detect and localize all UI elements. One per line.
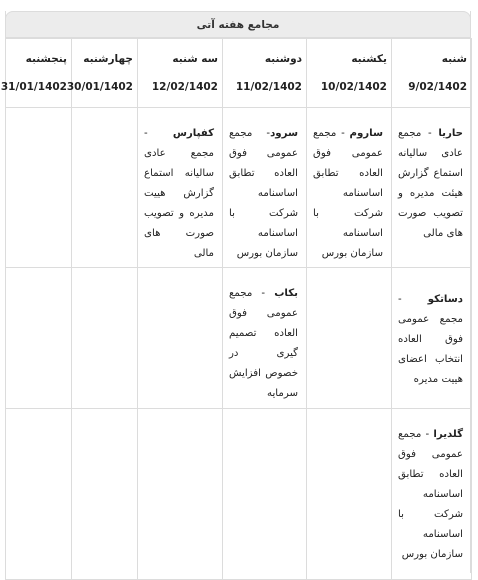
day-name: سه شنبه <box>172 53 218 65</box>
assembly-cell <box>392 108 472 268</box>
assembly-cell <box>138 108 223 268</box>
assembly-cell <box>223 409 307 580</box>
day-name: دوشنبه <box>264 53 302 65</box>
day-date: 12/02/1402 <box>151 81 218 93</box>
weekly-assemblies-panel <box>0 11 471 573</box>
day-header <box>392 39 472 108</box>
day-date: 30/01/1402 <box>66 81 133 93</box>
assembly-description: مجمع عمومی فوق العاده تطابق اساسنامه شرکت با اساسنامه سازمان بورس <box>398 429 463 560</box>
assembly-description: مجمع عمومی فوق العاده انتخاب اعضای هییت مدیره <box>398 314 463 385</box>
company-symbol[interactable]: بکاب <box>274 288 298 299</box>
company-symbol[interactable]: گلدیرا <box>433 429 463 440</box>
day-name: چهارشنبه <box>83 53 133 65</box>
assembly-cell <box>138 268 223 409</box>
company-symbol[interactable]: کفپارس <box>172 128 214 139</box>
assembly-cell <box>6 268 72 409</box>
day-header <box>307 39 392 108</box>
day-name: شنبه <box>441 53 467 65</box>
assemblies-table <box>0 38 472 580</box>
assembly-description: مجمع عمومی فوق العاده تطابق اساسنامه شرکت با اساسنامه سازمان بورس <box>313 128 383 259</box>
day-date: 11/02/1402 <box>235 81 302 93</box>
table-row <box>6 108 472 268</box>
separator: - <box>421 429 434 440</box>
assembly-cell <box>72 268 138 409</box>
assembly-description: مجمع عمومی فوق العاده تصمیم گیری در خصوص افزایش سرمایه <box>229 288 298 399</box>
assembly-cell <box>72 108 138 268</box>
assembly-cell <box>307 268 392 409</box>
assembly-cell <box>6 409 72 580</box>
assembly-cell <box>138 409 223 580</box>
assembly-cell <box>392 409 472 580</box>
assembly-cell <box>307 409 392 580</box>
day-date: 10/02/1402 <box>320 81 387 93</box>
company-symbol[interactable]: سرود <box>270 128 298 139</box>
company-symbol[interactable]: حاریا <box>438 128 463 139</box>
assembly-cell <box>223 268 307 409</box>
assembly-cell <box>6 108 72 268</box>
table-row <box>6 409 472 580</box>
separator: - <box>421 128 439 139</box>
company-symbol[interactable]: ساروم <box>349 128 383 139</box>
assembly-cell <box>307 108 392 268</box>
day-header <box>138 39 223 108</box>
assembly-description: مجمع عمومی فوق العاده تطابق اساسنامه شرکت با اساسنامه سازمان بورس <box>229 128 298 259</box>
day-date: 31/01/1402 <box>0 81 67 93</box>
day-header <box>0 39 72 108</box>
day-name: پنجشنبه <box>25 53 67 65</box>
assembly-cell <box>223 108 307 268</box>
panel-title: مجامع هفته آتی <box>5 11 471 38</box>
separator: - <box>252 288 275 299</box>
day-header <box>223 39 307 108</box>
separator: - <box>336 128 350 139</box>
separator: - <box>398 294 428 305</box>
day-date: 9/02/1402 <box>408 81 467 93</box>
separator: - <box>144 128 173 139</box>
table-header-row <box>6 39 472 108</box>
company-symbol[interactable]: دساتکو <box>427 294 463 305</box>
assembly-cell <box>72 409 138 580</box>
separator: - <box>252 128 271 139</box>
assembly-description: مجمع عادی سالیانه استماع گزارش هیئت مدیره و تصویب صورت های مالی <box>398 128 463 239</box>
assembly-description: مجمع عادی سالیانه استماع گزارش هییت مدیره و تصویب صورت های مالی <box>144 148 214 259</box>
assembly-cell <box>392 268 472 409</box>
day-header <box>66 39 138 108</box>
table-row <box>6 268 472 409</box>
day-name: یکشنبه <box>351 53 387 65</box>
